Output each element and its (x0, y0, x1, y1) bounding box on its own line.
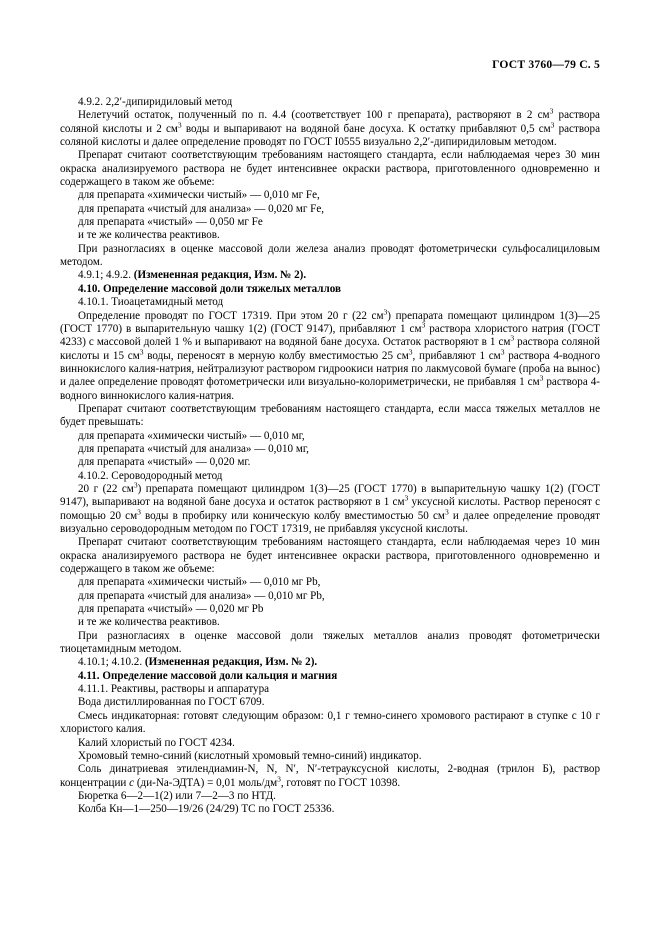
list-item-iron-pure: для препарата «чистый» — 0,050 мг Fe (78, 216, 263, 229)
list-item-lead-chemically-pure: для препарата «химически чистый» — 0,010 мг Pb, (78, 576, 321, 589)
list-item-iron-chemically-pure: для препарата «химически чистый» — 0,010 мг Fe, (78, 189, 320, 202)
paragraph-4-10-2-criterion: Препарат считают соответствующим требованиям настоящего стандарта, если наблюдаемая через 10 мин окраска анализируемого раствора не будет интенсивнее окраски раствора, приготовленного одновременно и содержащего в таком же объеме: (60, 536, 600, 576)
paragraph-4-10-1-criterion: Препарат считают соответствующим требованиям настоящего стандарта, если масса тяжелых металлов не будет превышать: (60, 402, 600, 429)
paragraph-reagent-indicator-mixture: Смесь индикаторная: готовят следующим образом: 0,1 г темно-синего хромового растирают в ступке с 10 г хлористого калия. (60, 709, 600, 736)
amendment-label-4-9: (Измененная редакция, Изм. № 2). (133, 269, 307, 282)
paragraph-reagent-water: Вода дистиллированная по ГОСТ 6709. (78, 696, 265, 709)
list-item-iron-same-reagents: и те же количества реактивов. (78, 229, 220, 242)
list-item-metals-pure: для препарата «чистый» — 0,020 мг. (78, 456, 251, 469)
amendment-ref-4-10: 4.10.1; 4.10.2. (78, 656, 145, 669)
section-heading-4-11: 4.11. Определение массовой доли кальция и магния (78, 669, 338, 682)
list-item-lead-analytical-grade: для препарата «чистый для анализа» — 0,010 мг Pb, (78, 589, 325, 602)
paragraph-metals-dispute: При разногласиях в оценке массовой доли тяжелых металлов анализ проводят фотометрически тиоцетамидным методом. (60, 629, 600, 656)
page-header-standard: ГОСТ 3760—79 С. 5 (492, 58, 600, 71)
paragraph-apparatus-flask: Колба Кн—1—250—19/26 (24/29) ТС по ГОСТ 25336. (78, 803, 335, 816)
paragraph-4-9-2-criterion: Препарат считают соответствующим требованиям настоящего стандарта, если наблюдаемая через 30 мин окраска анализируемого раствора не будет интенсивнее окраски раствора, приготовленного одновременно и содержащего в таком же объеме: (60, 149, 600, 189)
section-heading-4-10-1: 4.10.1. Тиоацетамидный метод (78, 296, 224, 309)
paragraph-reagent-trilon-b: Соль динатриевая этилендиамин-N, N, N′, N′-тетрауксусной кислоты, 2-водная (трилон Б), раствор концентрации c (ди-Na-ЭДТА) = 0,01 моль/$дм^3$, готовят по ГОСТ 10398. (60, 763, 600, 789)
section-heading-4-11-1: 4.11.1. Реактивы, растворы и аппаратура (78, 683, 270, 696)
paragraph-iron-dispute: При разногласиях в оценке массовой доли железа анализ проводят фотометрически сульфосалициловым методом. (60, 242, 600, 269)
amendment-note-4-9 (60, 269, 600, 282)
section-heading-4-10: 4.10. Определение массовой доли тяжелых металлов (78, 282, 342, 295)
amendment-note-4-10 (60, 656, 600, 669)
amendment-ref-4-9: 4.9.1; 4.9.2. (78, 269, 134, 282)
amendment-label-4-10: (Измененная редакция, Изм. № 2). (144, 656, 318, 669)
list-item-metals-chemically-pure: для препарата «химически чистый» — 0,010 мг, (78, 429, 305, 442)
list-item-iron-analytical-grade: для препарата «чистый для анализа» — 0,020 мг Fe, (78, 202, 325, 215)
paragraph-4-10-2-procedure: 20 г (22 $см^3$) препарата помещают цилиндром 1(3)—25 (ГОСТ 1770) в выпарительную чашку 1(2) (ГОСТ 9147), выпаривают на водяной бане досуха и остаток растворяют в 1 $см^3$ уксусной кислоты. Раствор переносят с помощью 20 $см^3$ воды в пробирку или коническую колбу вместимостью 50 $см^3$ и далее определение проводят визуально сероводородным методом по ГОСТ 17319, не прибавляя уксусной кислоты. (60, 480, 600, 535)
paragraph-reagent-chrome-dark-blue: Хромовый темно-синий (кислотный хромовый темно-синий) индикатор. (78, 749, 422, 762)
section-heading-4-9-2: 4.9.2. 2,2′-дипиридиловый метод (78, 96, 233, 108)
list-item-metals-analytical-grade: для препарата «чистый для анализа» — 0,010 мг, (78, 442, 309, 455)
section-heading-4-10-2: 4.10.2. Сероводородный метод (78, 469, 223, 482)
concentration-symbol: c (129, 776, 135, 789)
paragraph-apparatus-burette: Бюретка 6—2—1(2) или 7—2—3 по НТД. (78, 789, 276, 802)
paragraph-4-9-2-procedure: Нелетучий остаток, полученный по п. 4.4 (соответствует 100 г препарата), растворяют в 2 $см^3$ раствора соляной кислоты и 2 $см^3$ воды и выпаривают на водяной бане досуха. К остатку прибавляют 0,5 $см^3$ раствора соляной кислоты и далее определение проводят по ГОСТ I0555 визуально 2,2′-дипиридиловым методом. (60, 106, 600, 149)
list-item-lead-same-reagents: и те же количества реактивов. (78, 616, 220, 629)
document-body (60, 96, 600, 817)
list-item-lead-pure: для препарата «чистый» — 0,020 мг Pb (78, 603, 264, 616)
paragraph-4-10-1-procedure: Определение проводят по ГОСТ 17319. При этом 20 г (22 $см^3$) препарата помещают цилиндром 1(3)—25 (ГОСТ 1770) в выпарительную чашку 1(2) (ГОСТ 9147), прибавляют 1 $см^3$ раствора хлористого натрия (ГОСТ 4233) с массовой долей 1 % и выпаривают на водяной бане досуха. Остаток растворяют в 1 $см^3$ раствора соляной кислоты и 15 $см^3$ воды, переносят в мерную колбу вместимостью 25 $см^3$, прибавляют 1 $см^3$ раствора 4-водного виннокислого калия-натрия, нейтрализуют раствором гидроокиси натрия по лакмусовой бумаге (проба на вынос) и далее определение проводят фотометрически или визуально-колориметрически, не прибавляя 1 $см^3$ раствора 4-водного виннокислого калия-натрия. (60, 306, 600, 402)
paragraph-reagent-potassium-chloride: Калий хлористый по ГОСТ 4234. (78, 736, 235, 749)
